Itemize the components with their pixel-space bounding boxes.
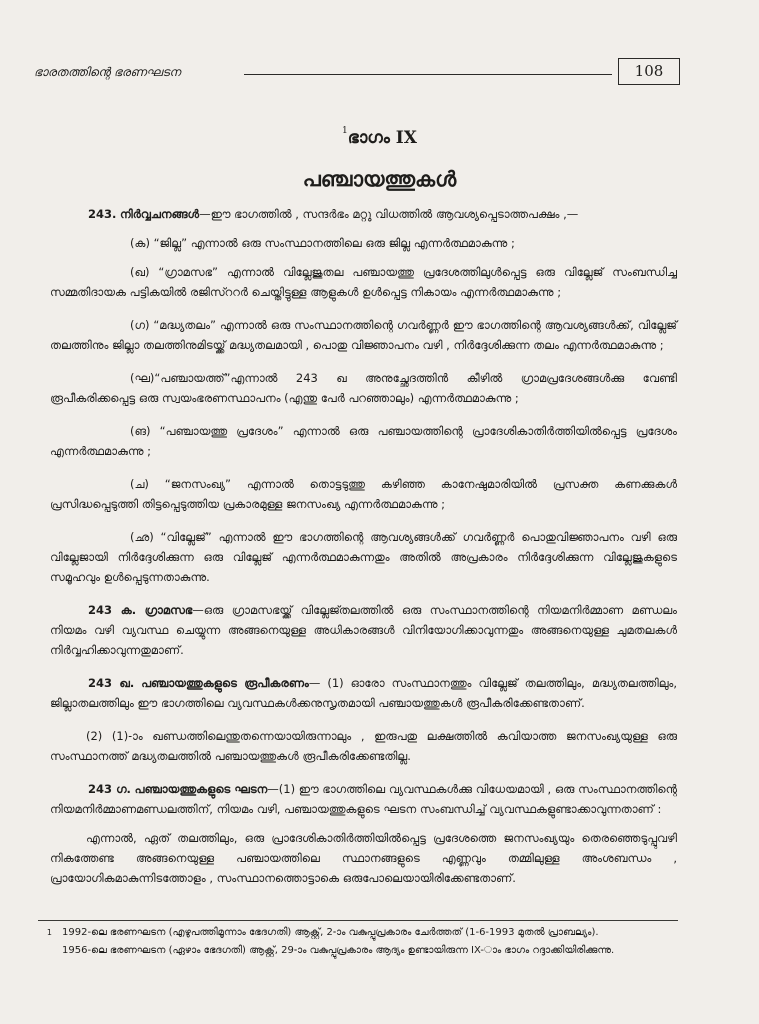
footnote-mark: 1 [46,928,52,937]
book-title: ഭാരതത്തിന്റെ ഭരണഘടന [34,65,181,79]
header-rule [244,74,612,75]
section-number: 243 ഖ. [88,676,135,690]
clause-ga: (ഗ) “മദ്ധ്യതലം” എന്നാൽ ഒരു സംസ്ഥാനത്തിന്റെ ഗവർണ്ണർ ഈ ഭാഗത്തിന്റെ ആവശ്യങ്ങൾക്ക്, വില്ലേജ് തലത്തിനും ജില്ലാ തലത്തിനുമിടയ്ക്ക് മദ്ധ്യതലമായി , പൊതു വിജ്ഞാപനം വഴി , നിർദ്ദേശിക്കുന്ന തലം എന്നർത്ഥമാകുന്നു ; [50,318,677,352]
clause-kha: (ഖ) “ഗ്രാമസഭ” എന്നാൽ വില്ലേജുതല പഞ്ചായത്തു പ്രദേശത്തിലുൾപ്പെട്ട ഒരു വില്ലേജ് സംബന്ധിച്ച സമ്മതിദായക പട്ടികയിൽ രജിസ്ററർ ചെയ്തിട്ടുള്ള ആളുകൾ ഉൾപ്പെട്ട നികായം എന്നർത്ഥമാകുന്നു ; [50,265,677,299]
footnotes [38,920,678,960]
clause-chha: (ഛ) “വില്ലേജ്” എന്നാൽ ഈ ഭാഗത്തിന്റെ ആവശ്യങ്ങൾക്ക് ഗവർണ്ണർ പൊതുവിജ്ഞാപനം വഴി ഒരു വില്ലേജായി നിർദ്ദേശിക്കുന്ന ഒരു വില്ലേജ് എന്നർത്ഥമാകുന്നതും അതിൽ അപ്രകാരം നിർദ്ദേശിക്കുന്ന വില്ലേജുകളുടെ സമൂഹവും ഉൾപ്പെടുന്നതാകുന്നു. [50,530,677,584]
section-243b-clause-2: (2) (1)-ാം ഖണ്ഡത്തിലെന്തുതന്നെയായിരുന്നാലും , ഇരുപതു ലക്ഷത്തിൽ കവിയാത്ത ജനസംഖ്യയുള്ള ഒരു സംസ്ഥാനത്ത് മദ്ധ്യതലത്തിൽ പഞ്ചായത്തുകൾ രൂപീകരിക്കേണ്ടതില്ല. [50,729,677,763]
part-heading [0,128,759,148]
section-heading: പഞ്ചായത്തുകളുടെ ഘടന [134,782,268,796]
section-heading: പഞ്ചായത്തുകളുടെ രൂപീകരണം [141,676,309,690]
section-243c [50,779,677,819]
section-number: 243. [88,207,117,221]
clause-ka: (ക) “ജില്ല” എന്നാൽ ഒരു സംസ്ഥാനത്തിലെ ഒരു ജില്ല എന്നർത്ഥമാകുന്നു ; [130,236,515,250]
section-243b [50,673,677,713]
part-footnote-mark: 1 [342,126,348,136]
clause-cha: (ച) “ജനസംഖ്യ” എന്നാൽ തൊട്ടടുത്തു കഴിഞ്ഞ കാനേഷുമാരിയിൽ പ്രസക്ത കണക്കുകൾ പ്രസിദ്ധപ്പെടുത്തി തിട്ടപ്പെടുത്തിയ പ്രകാരമുള്ള ജനസംഖ്യ എന്നർത്ഥമാകുന്നു ; [50,477,677,511]
clause-nga: (ങ) “പഞ്ചായത്തു പ്രദേശം” എന്നാൽ ഒരു പഞ്ചായത്തിന്റെ പ്രാദേശികാതിർത്തിയിൽപ്പെട്ട പ്രദേശം എന്നർത്ഥമാകുന്നു ; [50,424,677,458]
section-243c-proviso: എന്നാൽ, ഏത് തലത്തിലും, ഒരു പ്രാദേശികാതിർത്തിയിൽപ്പെട്ട പ്രദേശത്തെ ജനസംഖ്യയും തെരഞ്ഞെടുപ്പുവഴി നികത്തേണ്ട അങ്ങനെയുള്ള പഞ്ചായത്തിലെ സ്ഥാനങ്ങളുടെ എണ്ണവും തമ്മിലുള്ള അംശബന്ധം , പ്രായോഗികമാകുന്നിടത്തോളം , സംസ്ഥാനത്തൊട്ടാകെ ഒരുപോലെയായിരിക്കേണ്ടതാണ്. [50,831,677,885]
section-text: —(1) ഈ ഭാഗത്തിലെ വ്യവസ്ഥകൾക്കു വിധേയമായി , ഒരു സംസ്ഥാനത്തിന്റെ നിയമനിർമ്മാണമണ്ഡലത്തിന്, നിയമം വഴി, പഞ്ചായത്തുകളുടെ ഘടന സംബന്ധിച്ച് വ്യവസ്ഥകളുണ്ടാക്കാവുന്നതാണ് : [50,782,677,816]
section-243 [50,204,677,224]
section-243a [50,600,677,660]
document-body [50,204,677,901]
part-title: പഞ്ചായത്തുകൾ [302,167,457,191]
section-number: 243 ഗ. [88,782,131,796]
section-text: —ഈ ഭാഗത്തിൽ , സന്ദർഭം മറ്റു വിധത്തിൽ ആവശ്യപ്പെടാത്തപക്ഷം ,— [199,207,579,221]
footnote-rule [38,920,678,921]
footnote-text-continued: 1956-ലെ ഭരണഘടന (ഏഴാം ഭേദഗതി) ആക്റ്റ്, 29-ാം വകുപ്പുപ്രകാരം ആദ്യം ഉണ്ടായിരുന്ന IX-ാം ഭാഗം റദ്ദാക്കിയിരിക്കുന്നു. [62,945,615,956]
footnote-text: 1992-ലെ ഭരണഘടന (എഴുപത്തിമൂന്നാം ഭേദഗതി) ആക്റ്റ്, 2-ാം വകുപ്പുപ്രകാരം ചേർത്തത് (1-6-1993 മുതൽ പ്രാബല്യം). [62,927,599,938]
page-number: 108 [618,58,680,85]
running-header [34,58,680,86]
section-text: — (1) ഓരോ സംസ്ഥാനത്തും വില്ലേജ് തലത്തിലും, മദ്ധ്യതലത്തിലും, ജില്ലാതലത്തിലും ഈ ഭാഗത്തിലെ വ്യവസ്ഥകൾക്കനുസൃതമായി പഞ്ചായത്തുകൾ രൂപീകരിക്കേണ്ടതാണ്. [50,676,677,710]
footnote-item [38,924,678,942]
clause-gha: (ഘ)“പഞ്ചായത്ത്”എന്നാൽ 243 ഖ അനുച്ഛേദത്തിൻ കീഴിൽ ഗ്രാമപ്രദേശങ്ങൾക്കു വേണ്ടി രൂപീകരിക്കപ്പെട്ട ഒരു സ്വയംഭരണസ്ഥാപനം (എന്തു പേർ പറഞ്ഞാലും) എന്നർത്ഥമാകുന്നു ; [50,371,677,405]
part-heading-text: ഭാഗം IX [347,128,417,148]
section-number: 243 ക. [88,603,137,617]
section-heading: ഗ്രാമസഭ [144,603,193,617]
section-heading: നിർവ്വചനങ്ങൾ [120,207,200,221]
section-text: —ഒരു ഗ്രാമസഭയ്ക്ക് വില്ലേജ്തലത്തിൽ ഒരു സംസ്ഥാനത്തിന്റെ നിയമനിർമ്മാണ മണ്ഡലം നിയമം വഴി വ്യവസ്ഥ ചെയ്യുന്ന അങ്ങനെയുള്ള അധികാരങ്ങൾ വിനിയോഗിക്കാവുന്നതും അങ്ങനെയുള്ള ചുമതലകൾ നിർവ്വഹിക്കാവുന്നതുമാണ്. [50,603,677,657]
